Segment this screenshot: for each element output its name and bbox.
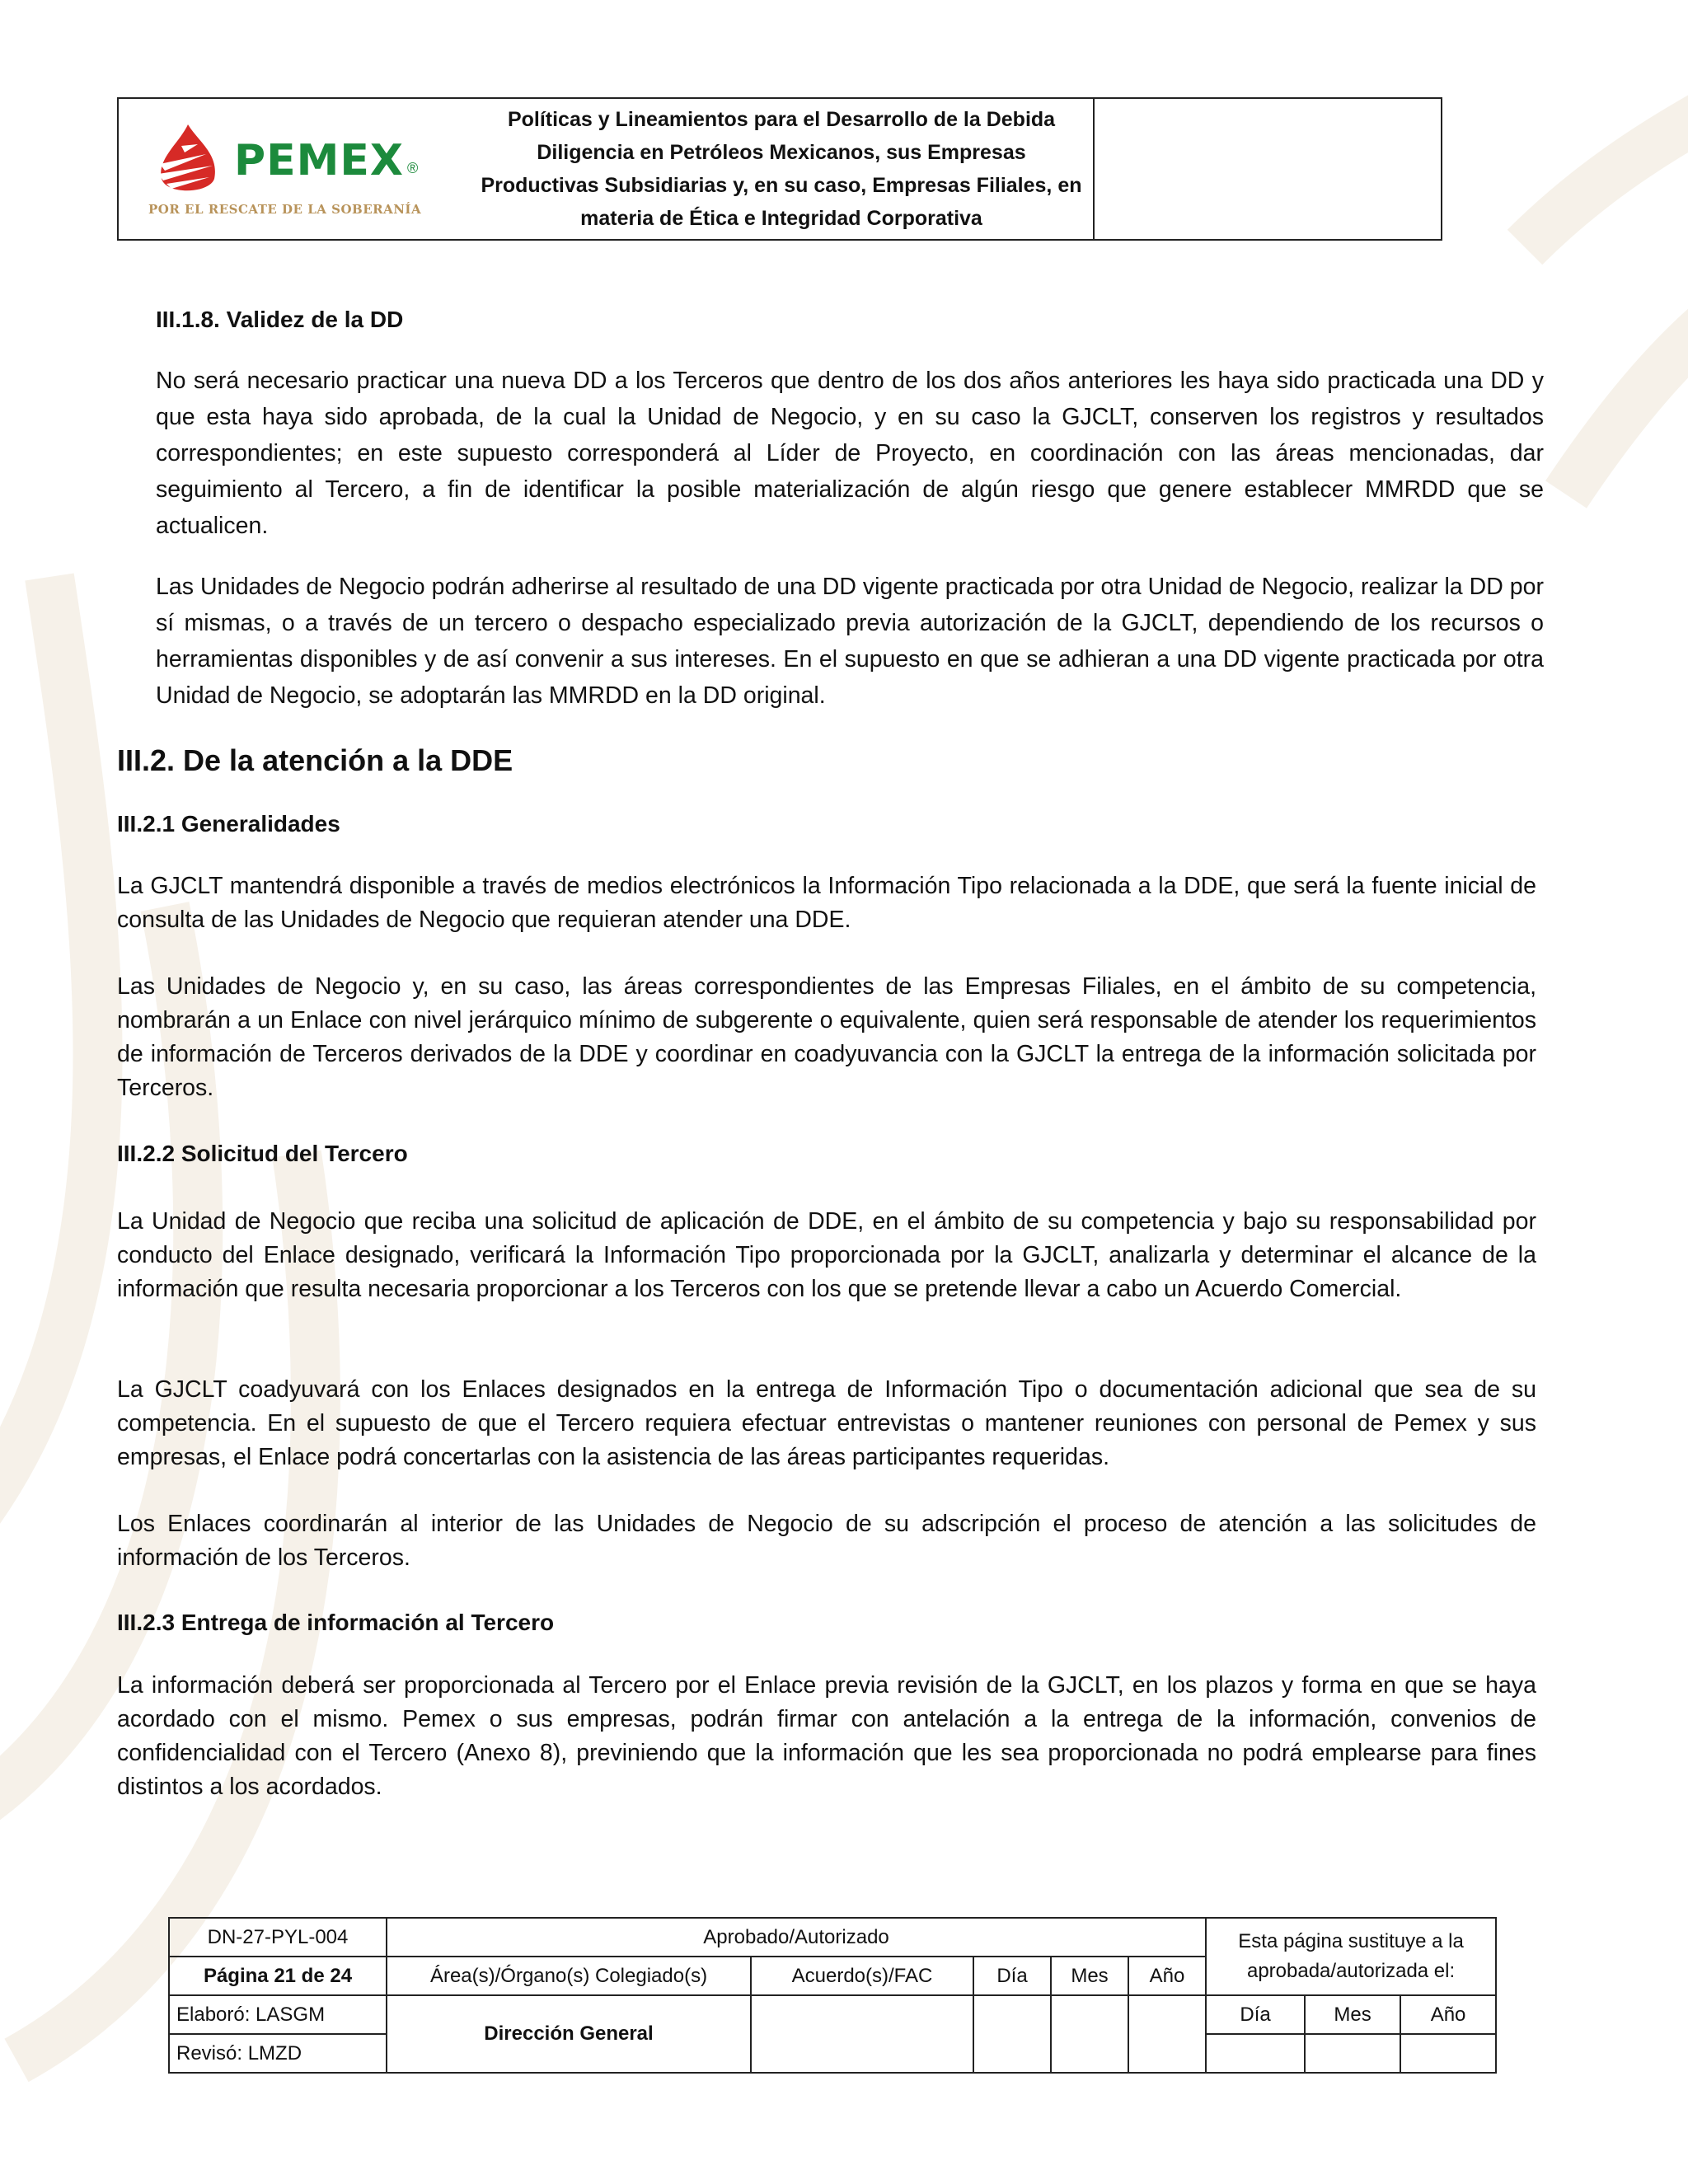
- paragraph: Los Enlaces coordinarán al interior de las Unidades de Negocio de su adscripción el proceso de atención a las solicitudes de información de los Terceros.: [117, 1511, 1536, 1571]
- agreement-header: Acuerdo(s)/FAC: [751, 1957, 973, 1995]
- area-header: Área(s)/Órgano(s) Colegiado(s): [387, 1957, 751, 1995]
- document-code: DN-27-PYL-004: [169, 1918, 387, 1957]
- pemex-eagle-icon: [148, 121, 227, 200]
- section-heading-iii-2-3: III.2.3 Entrega de información al Tercero: [117, 1610, 555, 1635]
- approved-header: Aprobado/Autorizado: [387, 1918, 1206, 1957]
- paragraph: Las Unidades de Negocio y, en su caso, las áreas correspondientes de las Empresas Filiales, en el ámbito de su competencia, nombrarán a un Enlace con nivel jerárquico mínimo de subgerente o equivalente, quien será responsable de atender los requerimientos de información de Terceros derivados de la DDE y coordinar en coadyuvancia con la GJCLT la entrega de la información solicitada por Terceros.: [117, 973, 1536, 1101]
- section-heading-iii-2-2: III.2.2 Solicitud del Tercero: [117, 1141, 408, 1166]
- replace-year-header: Año: [1400, 1995, 1496, 2034]
- approval-footer-table: [168, 1917, 1497, 2074]
- paragraph: La Unidad de Negocio que reciba una solicitud de aplicación de DDE, en el ámbito de su competencia y bajo su responsabilidad por conducto del Enlace designado, verificará la Información Tipo proporcionada por la GJCLT, analizarla y determinar el alcance de la información que resulta necesaria proporcionar a los Terceros con los que se pretende llevar a cabo un Acuerdo Comercial.: [117, 1208, 1536, 1302]
- paragraph: La información deberá ser proporcionada al Tercero por el Enlace previa revisión de la GJCLT, en los plazos y forma en que se haya acordado con el mismo. Pemex o sus empresas, podrán firmar con antelación a la entrega de la información, convenios de confidencialidad con el Tercero (Anexo 8), previniendo que la información que les sea proporcionada no podrá emplearse para fines distintos a los acordados.: [117, 1672, 1536, 1800]
- document-title: [470, 99, 1095, 239]
- replace-day-header: Día: [1206, 1995, 1305, 2034]
- approving-area: Dirección General: [387, 1995, 751, 2073]
- logo-wordmark: PEMEX: [234, 136, 404, 185]
- agreement-cell: [751, 1995, 973, 2073]
- section-heading-iii-1-8: III.1.8. Validez de la DD: [156, 307, 404, 332]
- paragraph: Las Unidades de Negocio podrán adherirse al resultado de una DD vigente practicada por otra Unidad de Negocio, realizar la DD por sí mismas, o a través de un tercero o despacho especializado previa autorización de la GJCLT, dependiendo de los recursos o herramientas disponibles y de así convenir a sus intereses. En el supuesto en que se adhieran a una DD vigente practicada por otra Unidad de Negocio, se adoptarán las MMRDD en la DD original.: [156, 574, 1544, 709]
- paragraph: La GJCLT mantendrá disponible a través de medios electrónicos la Información Tipo relacionada a la DDE, que será la fuente inicial de consulta de las Unidades de Negocio que requieran atender una DDE.: [117, 873, 1536, 933]
- title-line: Políticas y Lineamientos para el Desarrollo de la Debida: [507, 108, 1056, 131]
- day-header: Día: [973, 1957, 1051, 1995]
- prepared-by: Elaboró: LASGM: [169, 1995, 387, 2034]
- replace-month-cell: [1305, 2034, 1400, 2073]
- month-header: Mes: [1051, 1957, 1128, 1995]
- day-cell: [973, 1995, 1051, 2073]
- section-heading-iii-2: III.2. De la atención a la DDE: [117, 743, 513, 777]
- title-line: Diligencia en Petróleos Mexicanos, sus Empresas: [537, 141, 1026, 164]
- replace-day-cell: [1206, 2034, 1305, 2073]
- section-heading-iii-2-1: III.2.1 Generalidades: [117, 811, 340, 837]
- pemex-logo: [119, 99, 470, 239]
- title-line: materia de Ética e Integridad Corporativa: [580, 207, 982, 230]
- paragraph: No será necesario practicar una nueva DD a los Terceros que dentro de los dos años anteriores les haya sido practicada una DD y que esta haya sido aprobada, de la cual la Unidad de Negocio, y en su caso la GJCLT, conserven los registros y resultados correspondientes; en este supuesto corresponderá al Líder de Proyecto, en coordinación con las áreas mencionadas, dar seguimiento al Tercero, a fin de identificar la posible materialización de algún riesgo que genere establecer MMRDD que se actualicen.: [156, 368, 1544, 539]
- month-cell: [1051, 1995, 1128, 2073]
- year-header: Año: [1128, 1957, 1206, 1995]
- replace-month-header: Mes: [1305, 1995, 1400, 2034]
- logo-registered-mark: ®: [407, 159, 419, 176]
- year-cell: [1128, 1995, 1206, 2073]
- replaces-page-label: Esta página sustituye a la aprobada/autorizada el:: [1206, 1918, 1496, 1995]
- replace-year-cell: [1400, 2034, 1496, 2073]
- paragraph: La GJCLT coadyuvará con los Enlaces designados en la entrega de Información Tipo o documentación adicional que sea de su competencia. En el supuesto de que el Tercero requiera efectuar entrevistas o mantener reuniones con personal de Pemex y sus empresas, el Enlace podrá concertarlas con la asistencia de las áreas participantes requeridas.: [117, 1376, 1536, 1470]
- header-blank-cell: [1095, 99, 1441, 239]
- reviewed-by: Revisó: LMZD: [169, 2034, 387, 2073]
- page-number: Página 21 de 24: [169, 1957, 387, 1995]
- title-line: Productivas Subsidiarias y, en su caso, Empresas Filiales, en: [481, 174, 1082, 197]
- document-header: [117, 97, 1442, 241]
- logo-tagline: POR EL RESCATE DE LA SOBERANÍA: [148, 202, 422, 217]
